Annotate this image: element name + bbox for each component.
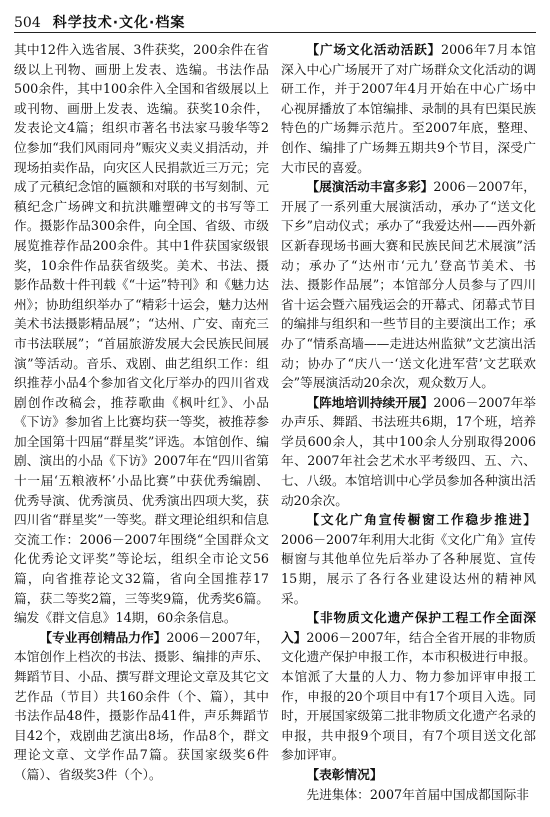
paragraph-commendations	[281, 765, 536, 785]
section-heading: 【展演活动丰富多彩】	[306, 179, 434, 195]
section-heading: 【专业再创精品力作】	[39, 629, 167, 645]
section-text: 2006－2007年利用大北街《文化广角》宣传橱窗与其他单位先后举办了各种展览、宣传15期，展示了各行各业建设达州的精神风采。	[281, 531, 536, 606]
section-text: 2006－2007年，本馆创作上档次的书法、摄影、编排的声乐、舞蹈节目、小品、撰写群文理论文章及其它文艺作品（节目）共160余件（个、篇），其中书法作品48件，摄影作品41件，声乐舞蹈节目42个，戏剧曲艺演出8场，作品8个，群文理论文章、文学作品7篇。获国家级奖6件（篇）、省级奖3件（个）。	[14, 629, 269, 782]
paragraph-advanced-collectives: 先进集体：2007年首届中国成都国际非	[306, 786, 529, 802]
paragraph-intangible-heritage	[281, 608, 536, 765]
section-heading: 【广场文化活动活跃】	[306, 42, 442, 57]
paragraph-performances	[281, 177, 536, 393]
section-heading: 【文化广角宣传橱窗工作稳步推进】	[306, 512, 536, 528]
paragraph-professional-works	[14, 628, 269, 785]
section-text: 2006年7月本馆深入中心广场展开了对广场群众文化活动的调研工作，并于2007年4月开始在中心广场中心视屏播放了本馆编排、录制的具有巴渠民族特色的广场舞示范片。至2007年底，整理、创作、编排了广场舞五期共9个节目，深受广大市民的喜爱。	[281, 42, 536, 175]
paragraph-training	[281, 393, 536, 511]
page-number: 504	[14, 15, 41, 31]
section-text: 2006－2007年举办声乐、舞蹈、书法班共6期，17个班，培养学员600余人，其中100余人分别取得2006年、2007年社会艺术水平考级四、五、六、七、八级。本馆培训中心学员参加各种演出活动20余次。	[281, 394, 536, 508]
section-text: 2006－2007年，开展了一系列重大展演活动，承办了“送文化下乡”启动仪式；承办了“我爱达州——西外新区新春现场书画大赛和民族民间艺术展演”活动；承办了“达州市‘元九’登高节美术、书法、摄影作品展”；本馆部分人员参与了四川省十运会暨六届残运会的开幕式、闭幕式节目的编排与组织和一些节目的主要演出工作；承办了“情系高墙——走进达州监狱”文艺演出活动；协办了“庆八一‘送文化进军营’文艺联欢会”等展演活动20余次，观众数万人。	[281, 179, 536, 391]
paragraph-continued: 其中12件入选省展、3件获奖，200余件在省级以上刊物、画册上发表、选编。书法作品500余件，其中100余件入全国和省级展以上或刊物、画册上发表、选编。获奖10余件，发表论文4篇；组织市著名书法家马骏华等2位参加“我们风雨同舟”赈灾义卖义捐活动，并现场拍卖作品，向灾区人民捐款近三万元；完成了元稹纪念馆的匾额和对联的书写刻制、元稹纪念广场碑文和抗洪雕塑碑文的书写等工作。摄影作品300余件，向全国、省级、市级展览推荐作品200余件。其中1件获国家级银奖，10余件作品获省级奖。美术、书法、摄影作品数十件刊载《“十运”特刊》和《魅力达州》；协助组织举办了“精彩十运会，魅力达州美术书法摄影精品展”；“达州、广安、南充三市书法联展”；“首届旅游发展大会民族民间展演”等活动。音乐、戏剧、曲艺组织工作：组织推荐小品4个参加省文化厅举办的四川省戏剧创作改稿会，推荐歌曲《枫叶红》、小品《下访》参加省上比赛均获一等奖，被推荐参加全国第十四届“群星奖”评选。本馆创作、编剧、演出的小品《下访》2007年在“四川省第十一届‘五粮液杯’小品比赛”中获优秀编剧、优秀导演、优秀演员、优秀演出四项大奖，获四川省“群星奖”一等奖。群文理论组织和信息交流工作：2006－2007年围绕“全国群众文化优秀论文评奖”等论坛，组织全市论文56篇，向省推荐论文32篇，省向全国推荐17篇，获二等奖2篇，三等奖9篇，优秀奖6篇。编发《群文信息》14期，60余条信息。	[14, 42, 269, 626]
section-text: 2006－2007年，结合全省开展的非物质文化遗产保护申报工作，本市积极进行申报。本馆派了大量的人力、物力参加评审申报工作，申报的20个项目中有17个项目入选。同时，开展国家级第二批非物质文化遗产名录的申报，共申报9个项目，有7个项目送文化部参加评审。	[281, 629, 536, 763]
left-column	[14, 40, 269, 810]
paragraph-square-culture	[281, 40, 536, 177]
paragraph-showcase-window	[281, 510, 536, 608]
right-column	[281, 40, 536, 810]
section-heading: 【表彰情况】	[306, 766, 383, 782]
section-heading: 【非物质文化遗产保护工程工作全面深入】	[281, 610, 536, 645]
section-heading: 【阵地培训持续开展】	[306, 394, 434, 410]
running-title: 科学技术·文化·档案	[52, 15, 186, 31]
two-column-body	[14, 40, 536, 810]
page-header	[14, 10, 536, 33]
